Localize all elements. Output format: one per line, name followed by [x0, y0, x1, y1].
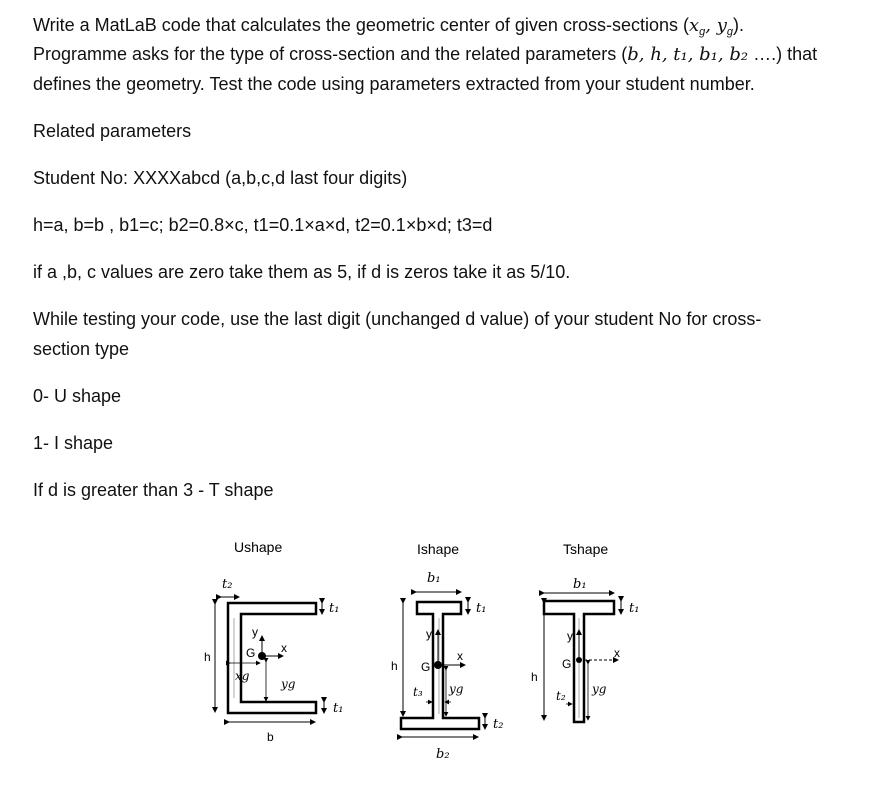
t-label-G: G — [562, 657, 572, 671]
t-label-t1: t₁ — [629, 601, 640, 616]
problem-line-2: Programme asks for the type of cross-section and the related parameters (b, h, t₁, b₁, b₂ ….) that — [33, 44, 818, 65]
t-label-b1: b₁ — [573, 577, 587, 592]
t-label-y: y — [567, 629, 573, 643]
student-number-line: Student No: XXXXabcd (a,b,c,d last four digits) — [33, 168, 408, 188]
u-label-h: h — [204, 650, 211, 664]
t-shape-diagram — [531, 541, 639, 722]
i-label-G: G — [421, 660, 431, 674]
u-label-t1-top: t₁ — [329, 601, 340, 616]
i-shape-diagram — [391, 541, 503, 762]
i-label-t2: t₂ — [493, 717, 504, 732]
t-label-yg: yg — [592, 682, 607, 696]
i-label-x: x — [457, 649, 463, 663]
testing-line-1: While testing your code, use the last digit (unchanged d value) of your student No for cross- — [33, 309, 762, 329]
u-label-xg: xg — [235, 669, 250, 683]
option-u-shape: 0- U shape — [33, 386, 122, 406]
u-shape-title: Ushape — [234, 539, 283, 555]
u-label-t1-bottom: t₁ — [333, 701, 344, 716]
cross-section-figure — [190, 530, 830, 775]
zero-rule-line: if a ,b, c values are zero take them as 5, if d is zeros take it as 5/10. — [33, 262, 571, 282]
i-label-t1: t₁ — [476, 601, 487, 616]
i-label-y: y — [426, 627, 432, 641]
i-label-b1: b₁ — [427, 571, 441, 586]
u-label-yg: yg — [281, 677, 296, 691]
u-label-x: x — [281, 641, 287, 655]
u-label-t2: t₂ — [222, 577, 233, 592]
t-label-x: x — [614, 646, 620, 660]
i-shape-title: Ishape — [417, 541, 460, 557]
i-label-h: h — [391, 659, 398, 673]
problem-line-3: defines the geometry. Test the code using parameters extracted from your student number. — [33, 74, 755, 94]
formulas-line: h=a, b=b , b1=c; b2=0.8×c, t1=0.1×a×d, t2=0.1×b×d; t3=d — [33, 215, 493, 235]
u-label-G: G — [246, 646, 256, 660]
i-label-b2: b₂ — [436, 747, 450, 762]
u-label-b: b — [267, 730, 274, 744]
i-label-t3: t₃ — [413, 685, 423, 699]
i-label-yg: yg — [449, 682, 464, 696]
related-parameters-heading: Related parameters — [33, 121, 192, 141]
problem-line-1: Write a MatLaB code that calculates the geometric center of given cross-sections ($x_g$, $y_g$). — [33, 15, 745, 38]
t-label-t2: t₂ — [556, 689, 566, 703]
testing-line-2: section type — [33, 339, 130, 359]
u-shape-diagram — [204, 539, 343, 744]
option-i-shape: 1- I shape — [33, 433, 114, 453]
u-label-y: y — [252, 625, 258, 639]
t-label-h: h — [531, 670, 538, 684]
t-shape-title: Tshape — [563, 541, 609, 557]
option-t-shape: If d is greater than 3 - T shape — [33, 480, 274, 500]
